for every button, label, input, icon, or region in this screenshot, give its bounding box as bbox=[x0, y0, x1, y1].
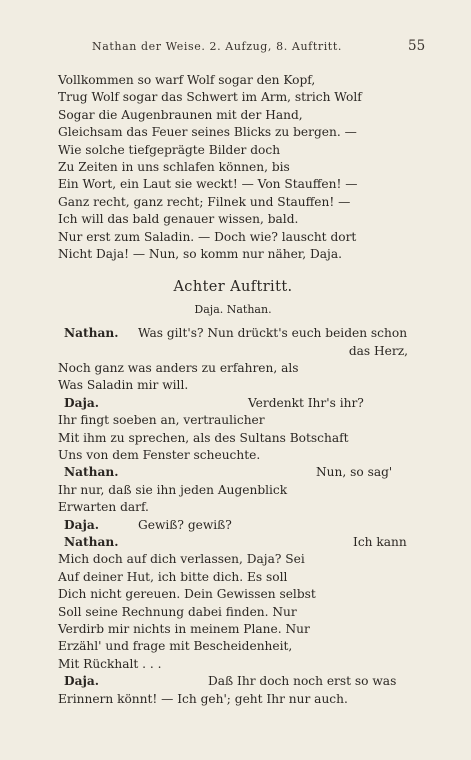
dialogue-line: Erinnern könnt! — Ich geh'; geht Ihr nur auch. bbox=[58, 691, 348, 706]
dialogue-line: Uns von dem Fenster scheuchte. bbox=[58, 448, 261, 463]
verse-line: Nicht Daja! — Nun, so komm nur näher, Daja. bbox=[58, 246, 342, 261]
dialogue-line: Noch ganz was anders zu erfahren, als bbox=[58, 361, 299, 376]
speech-text: Gewiß? gewiß? bbox=[138, 517, 232, 532]
dialogue-line: Mit ihm zu sprechen, als des Sultans Botschaft bbox=[58, 430, 349, 445]
speech-text: Verdenkt Ihr's ihr? bbox=[248, 395, 364, 410]
speaker-name: Nathan. bbox=[64, 534, 119, 549]
dialogue-line bbox=[58, 343, 408, 360]
speech-text: Ich kann bbox=[353, 534, 407, 549]
body-text bbox=[58, 72, 408, 708]
scene-persons: Daja. Nathan. bbox=[194, 303, 272, 317]
dialogue-line: Auf deiner Hut, ich bitte dich. Es soll bbox=[58, 569, 288, 584]
dialogue-line: Verdirb mir nichts in meinem Plane. Nur bbox=[58, 621, 310, 636]
verse-line: Trug Wolf sogar das Schwert im Arm, strich Wolf bbox=[58, 90, 362, 105]
scene-title: Achter Auftritt. bbox=[173, 279, 293, 296]
dialogue-line: Dich nicht gereuen. Dein Gewissen selbst bbox=[58, 587, 316, 602]
speaker-name: Daja. bbox=[64, 517, 100, 532]
running-head: Nathan der Weise. 2. Aufzug, 8. Auftritt. bbox=[92, 40, 342, 53]
verse-line: Nur erst zum Saladin. — Doch wie? lauscht dort bbox=[58, 229, 357, 244]
speech-text: Nun, so sag' bbox=[316, 465, 393, 480]
speaker-name: Nathan. bbox=[64, 465, 119, 480]
page-number: 55 bbox=[408, 38, 426, 54]
dialogue-line bbox=[58, 517, 408, 534]
verse-line: Wie solche tiefgeprägte Bilder doch bbox=[58, 142, 281, 157]
dialogue-line bbox=[58, 395, 408, 412]
dialogue-line: Was Saladin mir will. bbox=[58, 378, 189, 393]
dialogue-line: Ihr fingt soeben an, vertraulicher bbox=[58, 413, 265, 428]
dialogue-line bbox=[58, 464, 408, 481]
speech-text: Daß Ihr doch noch erst so was bbox=[208, 674, 397, 689]
speech-text: das Herz, bbox=[348, 343, 408, 358]
dialogue-line: Erwarten darf. bbox=[58, 500, 149, 515]
dialogue-line: Soll seine Rechnung dabei finden. Nur bbox=[58, 604, 297, 619]
dialogue-line: Ihr nur, daß sie ihn jeden Augenblick bbox=[58, 482, 288, 497]
dialogue-line bbox=[58, 673, 408, 690]
page-header bbox=[0, 40, 471, 58]
speech-text: Was gilt's? Nun drückt's euch beiden schon bbox=[138, 326, 408, 341]
dialogue-line: Mit Rückhalt . . . bbox=[58, 656, 162, 671]
dialogue-line bbox=[58, 325, 408, 342]
speaker-name: Nathan. bbox=[64, 326, 119, 341]
verse-line: Ganz recht, ganz recht; Filnek und Stauffen! — bbox=[58, 194, 351, 209]
speaker-name: Daja. bbox=[64, 395, 100, 410]
speaker-name: Daja. bbox=[64, 674, 100, 689]
dialogue-line: Erzähl' und frage mit Bescheidenheit, bbox=[58, 639, 293, 654]
dialogue-line: Mich doch auf dich verlassen, Daja? Sei bbox=[58, 552, 305, 567]
verse-line: Gleichsam das Feuer seines Blicks zu bergen. — bbox=[58, 125, 357, 140]
verse-line: Vollkommen so warf Wolf sogar den Kopf, bbox=[58, 73, 316, 87]
verse-line: Zu Zeiten in uns schlafen können, bis bbox=[58, 159, 290, 174]
verse-line: Sogar die Augenbraunen mit der Hand, bbox=[58, 107, 303, 122]
verse-line: Ein Wort, ein Laut sie weckt! — Von Stauffen! — bbox=[58, 177, 358, 192]
dialogue-line bbox=[58, 534, 408, 551]
verse-line: Ich will das bald genauer wissen, bald. bbox=[58, 212, 299, 227]
